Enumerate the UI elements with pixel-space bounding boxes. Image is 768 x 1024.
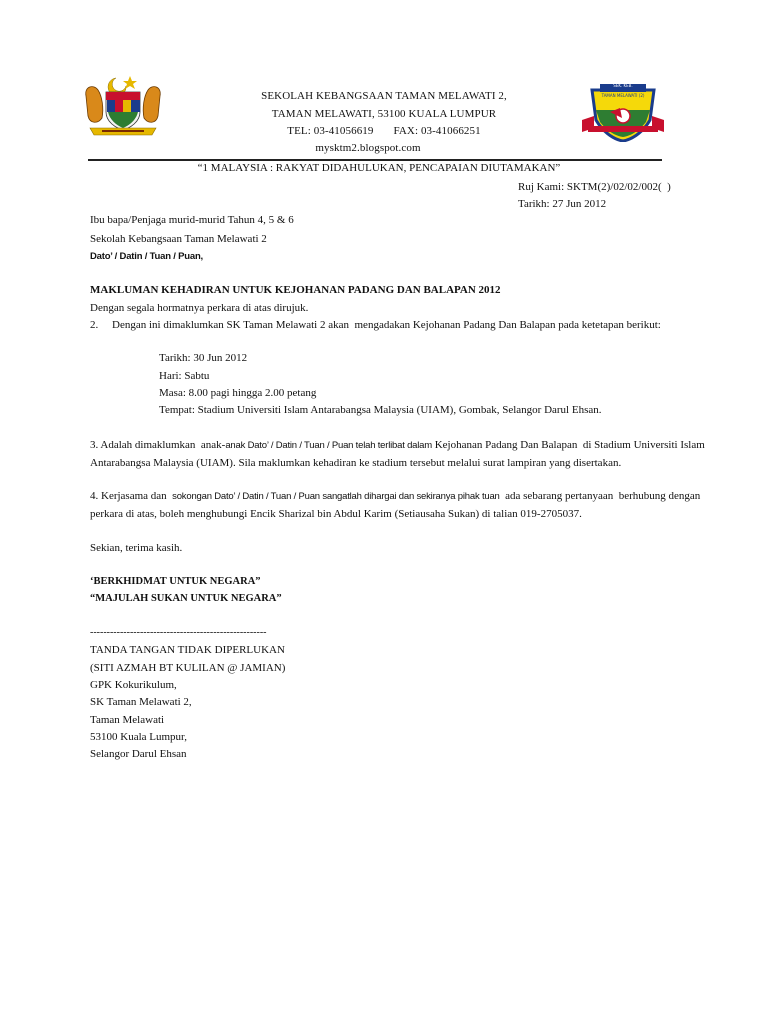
recipient-line2: Sekolah Kebangsaan Taman Melawati 2 [90, 233, 267, 245]
paragraph-3-line1 [90, 439, 705, 451]
paragraph-3-part-b: anak Dato’ / Datin / Tuan / Puan telah terlibat dalam [225, 440, 432, 451]
signatory-address-1: SK Taman Melawati 2, [90, 696, 192, 708]
school-blog-url: mysktm2.blogspot.com [315, 142, 421, 154]
school-phone-fax: TEL: 03-41056619 FAX: 03-41066251 [287, 125, 481, 137]
detail-date: Tarikh: 30 Jun 2012 [159, 352, 248, 364]
paragraph-4-line1 [90, 490, 700, 502]
paragraph-3-part-a: 3. Adalah dimaklumkan anak- [90, 439, 226, 451]
signatory-address-2: Taman Melawati [90, 714, 165, 726]
signature-note: TANDA TANGAN TIDAK DIPERLUKAN [90, 644, 285, 656]
detail-time: Masa: 8.00 pagi hingga 2.00 petang [159, 387, 317, 399]
paragraph-4-part-c: ada sebarang pertanyaan berhubung dengan [499, 490, 701, 502]
motto-1: ‘BERKHIDMAT UNTUK NEGARA” [90, 576, 261, 587]
slogan: “1 MALAYSIA : RAKYAT DIDAHULUKAN, PENCAPAIAN DIUTAMAKAN” [197, 162, 561, 174]
detail-venue: Tempat: Stadium Universiti Islam Antarabangsa Malaysia (UIAM), Gombak, Selangor Darul Ehsan. [159, 404, 602, 416]
signatory-position: GPK Kokurikulum, [90, 679, 177, 691]
header-divider [88, 159, 662, 161]
reference-number: Ruj Kami: SKTM(2)/02/02/002( ) [518, 181, 671, 193]
paragraph-4-part-b: sokongan Dato’ / Datin / Tuan / Puan sangatlah dihargai dan sekiranya pihak tuan [172, 491, 500, 502]
paragraph-4-line2: perkara di atas, boleh menghubungi Encik Sharizal bin Abdul Karim (Setiausaha Sukan) di talian 019-2705037. [90, 508, 582, 520]
salutation: Dato’ / Datin / Tuan / Puan, [90, 251, 203, 262]
paragraph-2: 2. Dengan ini dimaklumkan SK Taman Melawati 2 akan mengadakan Kejohanan Padang Dan Balapan pada ketetapan berikut: [90, 319, 661, 331]
signatory-address-3: 53100 Kuala Lumpur, [90, 731, 188, 743]
school-address: TAMAN MELAWATI, 53100 KUALA LUMPUR [271, 108, 497, 120]
letter-subject: MAKLUMAN KEHADIRAN UNTUK KEJOHANAN PADANG DAN BALAPAN 2012 [90, 284, 501, 296]
paragraph-3-line2: Antarabangsa Malaysia (UIAM). Sila maklumkan kehadiran ke stadium tersebut melalui surat lampiran yang disertakan. [90, 457, 622, 469]
signature-line: ----------------------------------------------------- [90, 627, 267, 638]
signatory-address-4: Selangor Darul Ehsan [90, 748, 187, 760]
recipient-line1: Ibu bapa/Penjaga murid-murid Tahun 4, 5 & 6 [90, 214, 294, 226]
motto-2: “MAJULAH SUKAN UNTUK NEGARA” [90, 593, 282, 604]
school-crest-text-mid: TAMAN MELAWATI (2) [601, 93, 645, 98]
school-name: SEKOLAH KEBANGSAAN TAMAN MELAWATI 2, [261, 90, 507, 102]
closing-line: Sekian, terima kasih. [90, 542, 183, 554]
paragraph-3-part-c: Kejohanan Padang Dan Balapan di Stadium Universiti Islam [431, 439, 705, 451]
paragraph-4-part-a: 4. Kerjasama dan [90, 490, 173, 502]
school-crest-text-top: SEK. KEB. [613, 83, 633, 88]
detail-day: Hari: Sabtu [159, 370, 210, 382]
signatory-name: (SITI AZMAH BT KULILAN @ JAMIAN) [90, 662, 286, 674]
letter-date: Tarikh: 27 Jun 2012 [518, 198, 607, 210]
paragraph-1: Dengan segala hormatnya perkara di atas dirujuk. [90, 302, 309, 314]
